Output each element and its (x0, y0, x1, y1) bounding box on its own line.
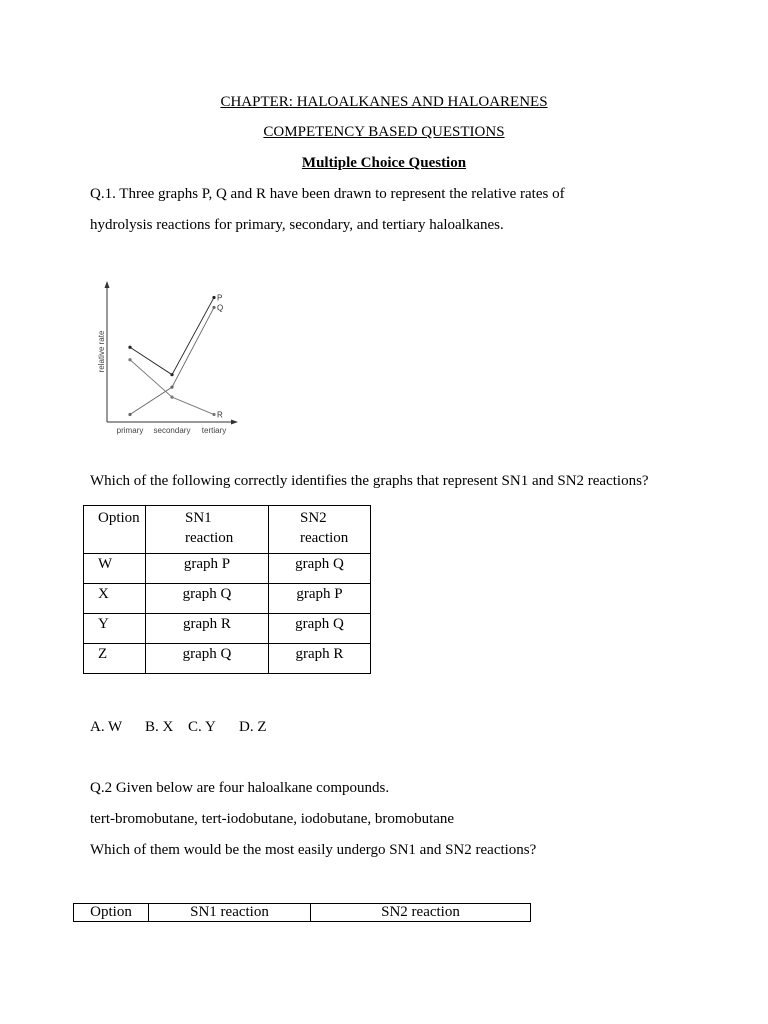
q2-line1: Q.2 Given below are four haloalkane compounds. (90, 780, 390, 796)
sn1-cell: graph Q (146, 644, 269, 674)
table-row (84, 554, 371, 584)
q2-options-table (73, 903, 531, 922)
table-row (84, 614, 371, 644)
data-point-r (170, 395, 173, 398)
data-point-q (128, 413, 131, 416)
data-point-q (170, 386, 173, 389)
answer-b: B. X (145, 719, 174, 735)
header-sn1: SN1 reaction (149, 904, 311, 922)
table-header-row (74, 904, 531, 922)
x-axis-arrow (231, 420, 238, 425)
data-point-q (212, 306, 215, 309)
table-row (84, 584, 371, 614)
answer-c: C. Y (188, 719, 216, 735)
x-tick-label: tertiary (201, 426, 227, 435)
q2-line2: tert-bromobutane, tert-iodobutane, iodobutane, bromobutane (90, 811, 455, 827)
option-cell: Z (84, 644, 146, 674)
data-point-p (128, 346, 131, 349)
sn2-cell: graph Q (269, 554, 371, 584)
header-sn1-line2: reaction (185, 530, 234, 546)
answer-a: A. W (90, 719, 123, 735)
subtitle: COMPETENCY BASED QUESTIONS (263, 124, 505, 140)
data-point-r (212, 413, 215, 416)
chapter-title: CHAPTER: HALOALKANES AND HALOARENES (220, 94, 548, 110)
sn2-cell: graph P (269, 584, 371, 614)
table-header-row (84, 506, 371, 554)
x-tick-label: primary (116, 426, 144, 435)
sn1-cell: graph P (146, 554, 269, 584)
series-label-p: P (217, 293, 223, 303)
header-option: Option (74, 904, 149, 922)
data-point-r (128, 358, 131, 361)
q2-line3: Which of them would be the most easily undergo SN1 and SN2 reactions? (90, 842, 537, 858)
option-cell: W (84, 554, 146, 584)
sn2-cell: graph R (269, 644, 371, 674)
header-sn2-line1: SN2 (300, 510, 327, 526)
section-title: Multiple Choice Question (301, 155, 467, 171)
header-sn2: SN2 reaction (311, 904, 531, 922)
header-sn1-line1: SN1 (185, 510, 212, 526)
data-point-p (212, 296, 215, 299)
x-tick-label: secondary (153, 426, 191, 435)
q1-options-table (83, 505, 371, 674)
header-sn1 (146, 506, 269, 554)
sn1-cell: graph Q (146, 584, 269, 614)
y-axis-arrow (105, 281, 110, 288)
header-sn2-line2: reaction (300, 530, 349, 546)
q1-prompt: Which of the following correctly identifies the graphs that represent SN1 and SN2 reactions? (90, 473, 649, 489)
sn2-cell: graph Q (269, 614, 371, 644)
sn1-cell: graph R (146, 614, 269, 644)
header-sn2 (269, 506, 371, 554)
q1-line2: hydrolysis reactions for primary, secondary, and tertiary haloalkanes. (90, 217, 504, 233)
option-cell: X (84, 584, 146, 614)
answer-d: D. Z (239, 719, 267, 735)
option-cell: Y (84, 614, 146, 644)
series-line-p (130, 297, 214, 374)
y-axis-label: relative rate (97, 330, 106, 373)
series-label-q: Q (217, 303, 224, 313)
series-label-r: R (217, 410, 223, 420)
table-row (84, 644, 371, 674)
rate-chart (90, 275, 250, 440)
q1-line1: Q.1. Three graphs P, Q and R have been drawn to represent the relative rates of (90, 186, 565, 202)
data-point-p (170, 373, 173, 376)
header-option: Option (84, 506, 146, 554)
